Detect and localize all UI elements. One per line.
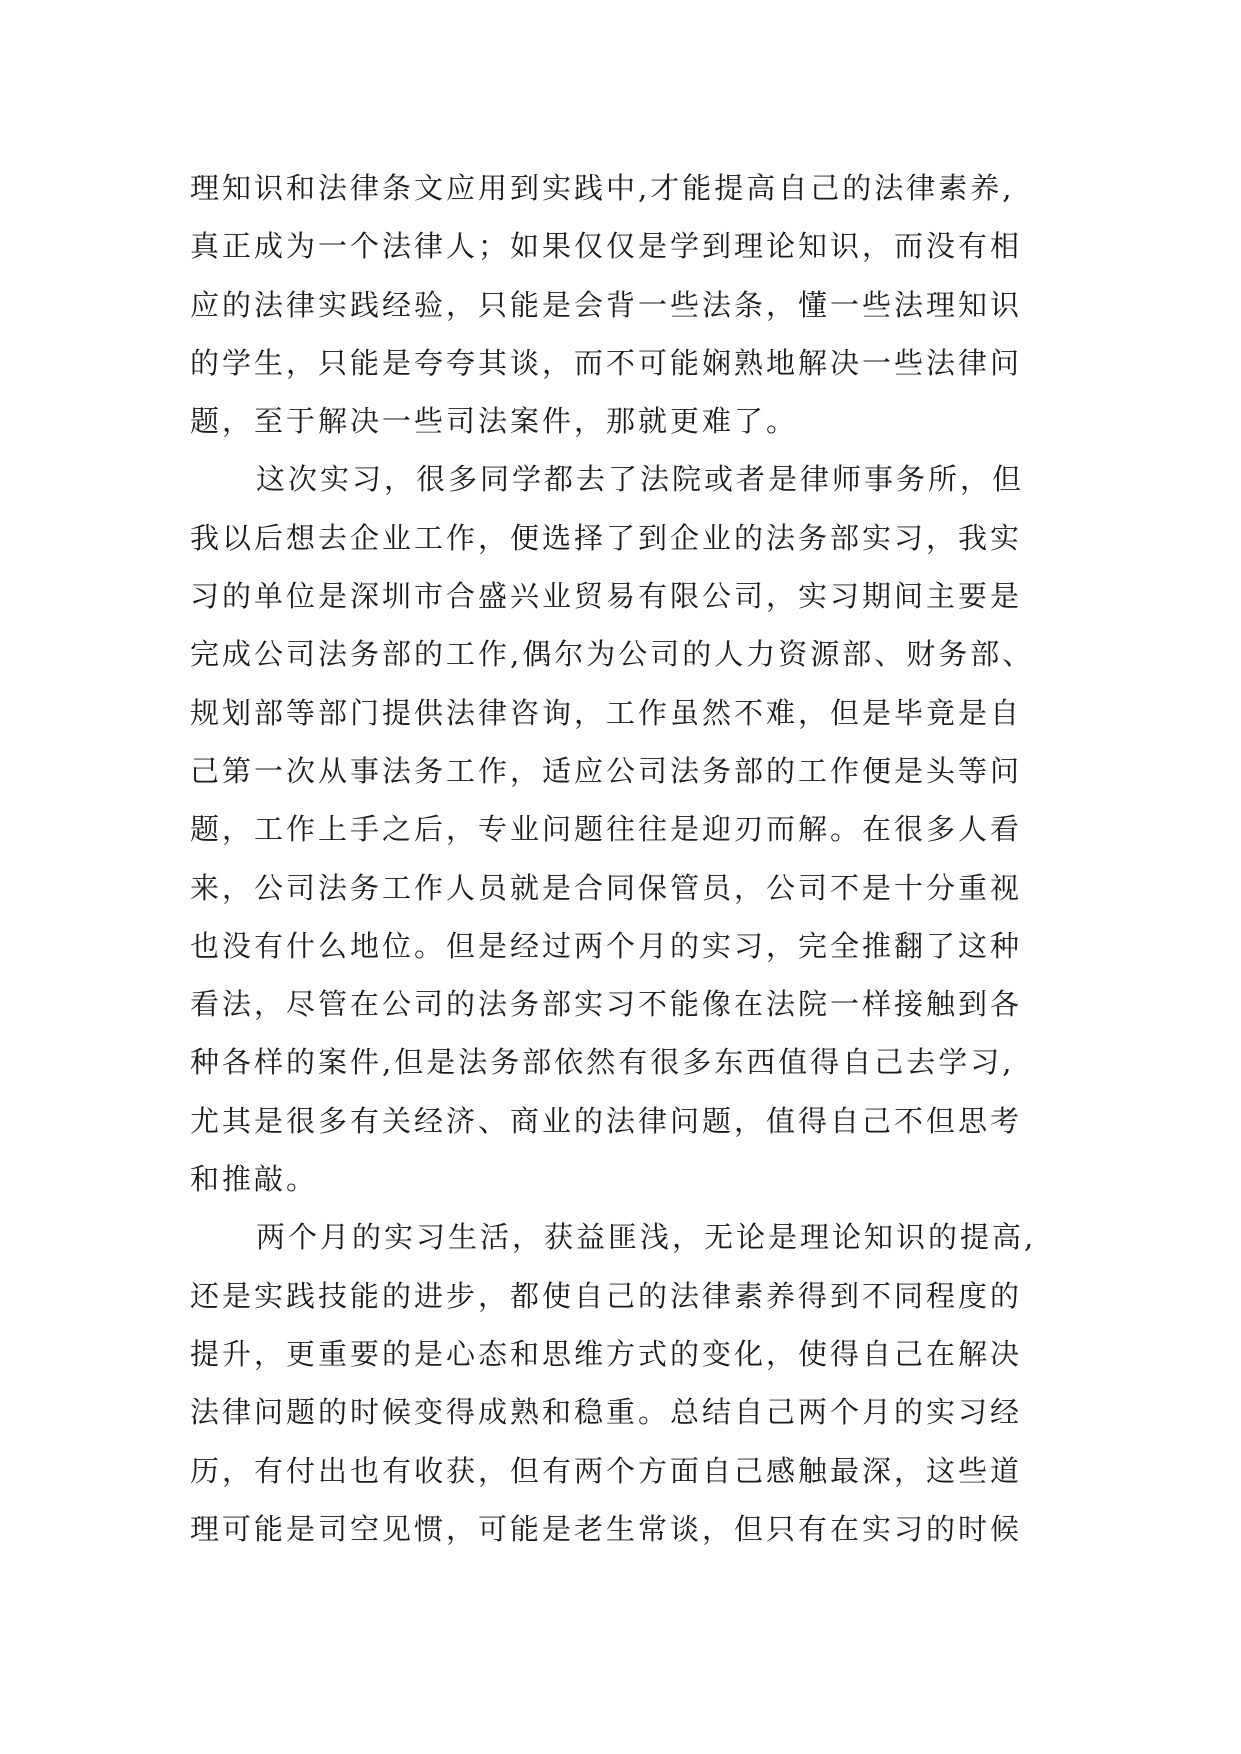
text-line: 理可能是司空见惯，可能是老生常谈，但只有在实习的时候 (190, 1511, 1023, 1546)
text-line: 题，至于解决一些司法案件，那就更难了。 (190, 404, 799, 439)
text-line: 看法，尽管在公司的法务部实习不能像在法院一样接触到各 (190, 987, 1023, 1022)
text-line: 还是实践技能的进步，都使自己的法律素养得到不同程度的 (190, 1278, 1023, 1313)
text-line: 规划部等部门提供法律咨询，工作虽然不难，但是毕竟是自 (190, 695, 1023, 730)
text-line: 提升，更重要的是心态和思维方式的变化，使得自己在解决 (190, 1336, 1023, 1371)
text-line: 理知识和法律条文应用到实践中,才能提高自己的法律素养, (190, 171, 1015, 205)
text-line: 习的单位是深圳市合盛兴业贸易有限公司，实习期间主要是 (190, 579, 1023, 614)
text-line: 种各样的案件,但是法务部依然有很多东西值得自己去学习, (190, 1045, 1015, 1080)
text-line: 法律问题的时候变得成熟和稳重。总结自己两个月的实习经 (190, 1395, 1023, 1430)
text-line: 也没有什么地位。但是经过两个月的实习，完全推翻了这种 (190, 928, 1023, 963)
text-line: 来，公司法务工作人员就是合同保管员，公司不是十分重视 (190, 870, 1023, 905)
body-text (190, 159, 1090, 1558)
text-line: 真正成为一个法律人；如果仅仅是学到理论知识，而没有相 (190, 229, 1023, 264)
text-line: 我以后想去企业工作，便选择了到企业的法务部实习，我实 (190, 520, 1023, 555)
text-line: 题，工作上手之后，专业问题往往是迎刃而解。在很多人看 (190, 812, 1023, 847)
text-line: 和推敲。 (190, 1162, 319, 1197)
text-line: 己第一次从事法务工作，适应公司法务部的工作便是头等问 (190, 753, 1023, 788)
paragraph-first-line: 这次实习，很多同学都去了法院或者是律师事务所，但 (256, 462, 1025, 497)
paragraph-first-line: 两个月的实习生活，获益匪浅，无论是理论知识的提高, (256, 1220, 1037, 1255)
text-line: 历，有付出也有收获，但有两个方面自己感触最深，这些道 (190, 1453, 1023, 1488)
text-line: 完成公司法务部的工作,偶尔为公司的人力资源部、财务部、 (190, 637, 1035, 672)
text-line: 的学生，只能是夸夸其谈，而不可能娴熟地解决一些法律问 (190, 345, 1023, 380)
text-line: 尤其是很多有关经济、商业的法律问题，值得自己不但思考 (190, 1103, 1023, 1138)
text-line: 应的法律实践经验，只能是会背一些法条，懂一些法理知识 (190, 287, 1023, 322)
